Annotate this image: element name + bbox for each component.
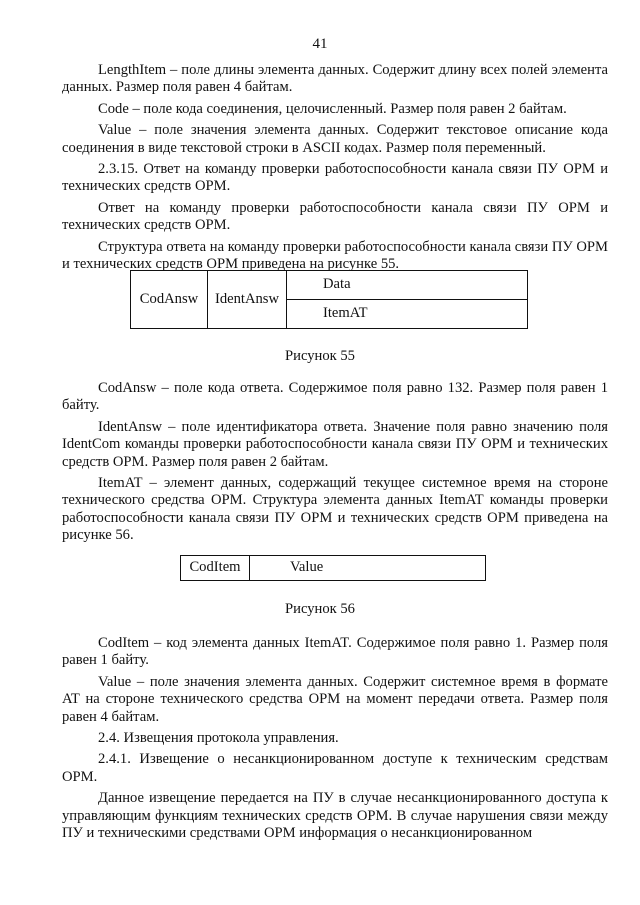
paragraph-section-2-4-1: 2.4.1. Извещение о несанкционированном доступе к техническим средствам ОРМ. — [62, 751, 608, 785]
paragraph-itemat: ItemAT – элемент данных, содержащий текущее системное время на стороне технического средства ОРМ. Структура элемента данных ItemAT команды проверки работоспособности канала связи ПУ ОРМ и технических средств ОРМ приведена на рисунке 56. — [62, 475, 608, 544]
cell-identansw: IdentAnsw — [208, 271, 287, 329]
paragraph-identansw: IdentAnsw – поле идентификатора ответа. Значение поля равно значению поля IdentCom команды проверки работоспособности канала связи ПУ ОРМ и технических средств ОРМ. Размер поля равен 2 байтам. — [62, 418, 608, 470]
cell-value: Value — [250, 556, 486, 581]
text-block-2 — [62, 380, 608, 549]
paragraph-section-2-4: 2.4. Извещения протокола управления. — [98, 730, 339, 747]
paragraph-value-at: Value – поле значения элемента данных. Содержит системное время в формате AT на стороне технического средства ОРМ на момент передачи ответа. Размер поля равен 4 байтам. — [62, 673, 608, 725]
paragraph-code: Code – поле кода соединения, целочисленный. Размер поля равен 2 байтам. — [98, 100, 567, 117]
text-block-1 — [62, 62, 608, 277]
cell-coditem: CodItem — [181, 556, 250, 581]
text-block-3 — [62, 635, 608, 846]
page-number: 41 — [312, 36, 328, 52]
figure-55-table — [130, 270, 528, 329]
cell-codansw: CodAnsw — [131, 271, 208, 329]
figure-56-caption: Рисунок 56 — [285, 601, 355, 617]
paragraph-value: Value – поле значения элемента данных. Содержит текстовое описание кода соединения в виде текстовой строки в ASCII кодах. Размер поля переменный. — [62, 122, 608, 156]
paragraph-codansw: CodAnsw – поле кода ответа. Содержимое поля равно 132. Размер поля равен 1 байту. — [62, 380, 608, 414]
paragraph-section-2-3-15: 2.3.15. Ответ на команду проверки работоспособности канала связи ПУ ОРМ и технических средств ОРМ. — [62, 161, 608, 195]
cell-data: Data — [287, 271, 528, 300]
figure-55-caption: Рисунок 55 — [285, 348, 355, 364]
figure-56-table — [180, 555, 486, 581]
cell-itemat: ItemAT — [287, 300, 528, 329]
paragraph-coditem: CodItem – код элемента данных ItemAT. Содержимое поля равно 1. Размер поля равен 1 байту. — [62, 635, 608, 669]
paragraph-structure-ref: Структура ответа на команду проверки работоспособности канала связи ПУ ОРМ и технических средств ОРМ приведена на рисунке 55. — [62, 238, 608, 273]
paragraph-notification: Данное извещение передается на ПУ в случае несанкционированного доступа к управляющим функциям технических средств ОРМ. В случае нарушения связи между ПУ и техническими средствами ОРМ информация о несанкционированном — [62, 790, 608, 842]
paragraph-answer: Ответ на команду проверки работоспособности канала связи ПУ ОРМ и технических средств ОРМ. — [62, 199, 608, 234]
paragraph-lengthitem: LengthItem – поле длины элемента данных. Содержит длину всех полей элемента данных. Размер поля равен 4 байтам. — [62, 62, 608, 96]
